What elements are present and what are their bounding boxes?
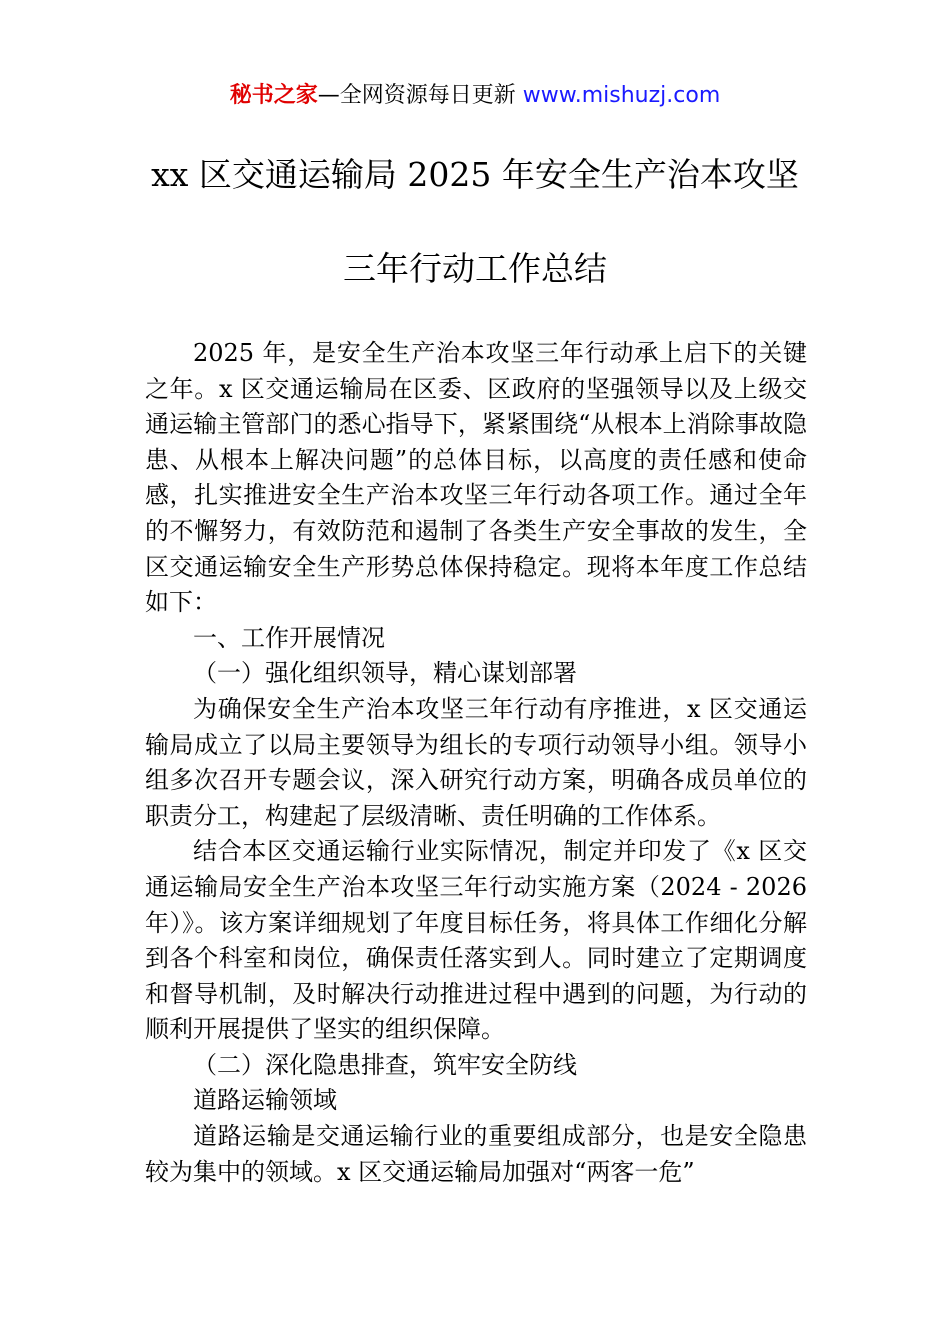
site-url-link[interactable]: www.mishuzj.com (522, 83, 721, 108)
document-title-line-1: xx 区交通运输局 2025 年安全生产治本攻坚 (151, 155, 799, 194)
document-body (145, 336, 807, 1190)
subsection-heading: （一）强化组织领导，精心谋划部署 (193, 659, 577, 688)
site-banner (0, 80, 950, 112)
topic-heading: 道路运输领域 (193, 1086, 337, 1115)
body-paragraph: 结合本区交通运输行业实际情况，制定并印发了《x 区交通运输局安全生产治本攻坚三年行动实施方案（2024 - 2026 年）》。该方案详细规划了年度目标任务，将具体工作细化分解到各个科室和岗位，确保责任落实到人。同时建立了定期调度和督导机制，及时解决行动推进过程中遇到的问题，为行动的顺利开展提供了坚实的组织保障。 (145, 837, 807, 1044)
document-title-line-2: 三年行动工作总结 (343, 249, 607, 288)
banner-tagline: —全网资源每日更新 (317, 83, 523, 108)
section-heading: 一、工作开展情况 (193, 623, 385, 652)
intro-paragraph: 2025 年，是安全生产治本攻坚三年行动承上启下的关键之年。x 区交通运输局在区委、区政府的坚强领导以及上级交通运输主管部门的悉心指导下，紧紧围绕“从根本上消除事故隐患、从根本上解决问题”的总体目标，以高度的责任感和使命感，扎实推进安全生产治本攻坚三年行动各项工作。通过全年的不懈努力，有效防范和遏制了各类生产安全事故的发生，全区交通运输安全生产形势总体保持稳定。现将本年度工作总结如下： (145, 339, 807, 617)
body-paragraph: 为确保安全生产治本攻坚三年行动有序推进，x 区交通运输局成立了以局主要领导为组长的专项行动领导小组。领导小组多次召开专题会议，深入研究行动方案，明确各成员单位的职责分工，构建起了层级清晰、责任明确的工作体系。 (145, 694, 807, 830)
subsection-heading: （二）深化隐患排查，筑牢安全防线 (193, 1050, 577, 1079)
body-paragraph: 道路运输是交通运输行业的重要组成部分，也是安全隐患较为集中的领域。x 区交通运输局加强对“两客一危” (145, 1122, 807, 1186)
brand-name: 秘书之家 (229, 83, 318, 108)
